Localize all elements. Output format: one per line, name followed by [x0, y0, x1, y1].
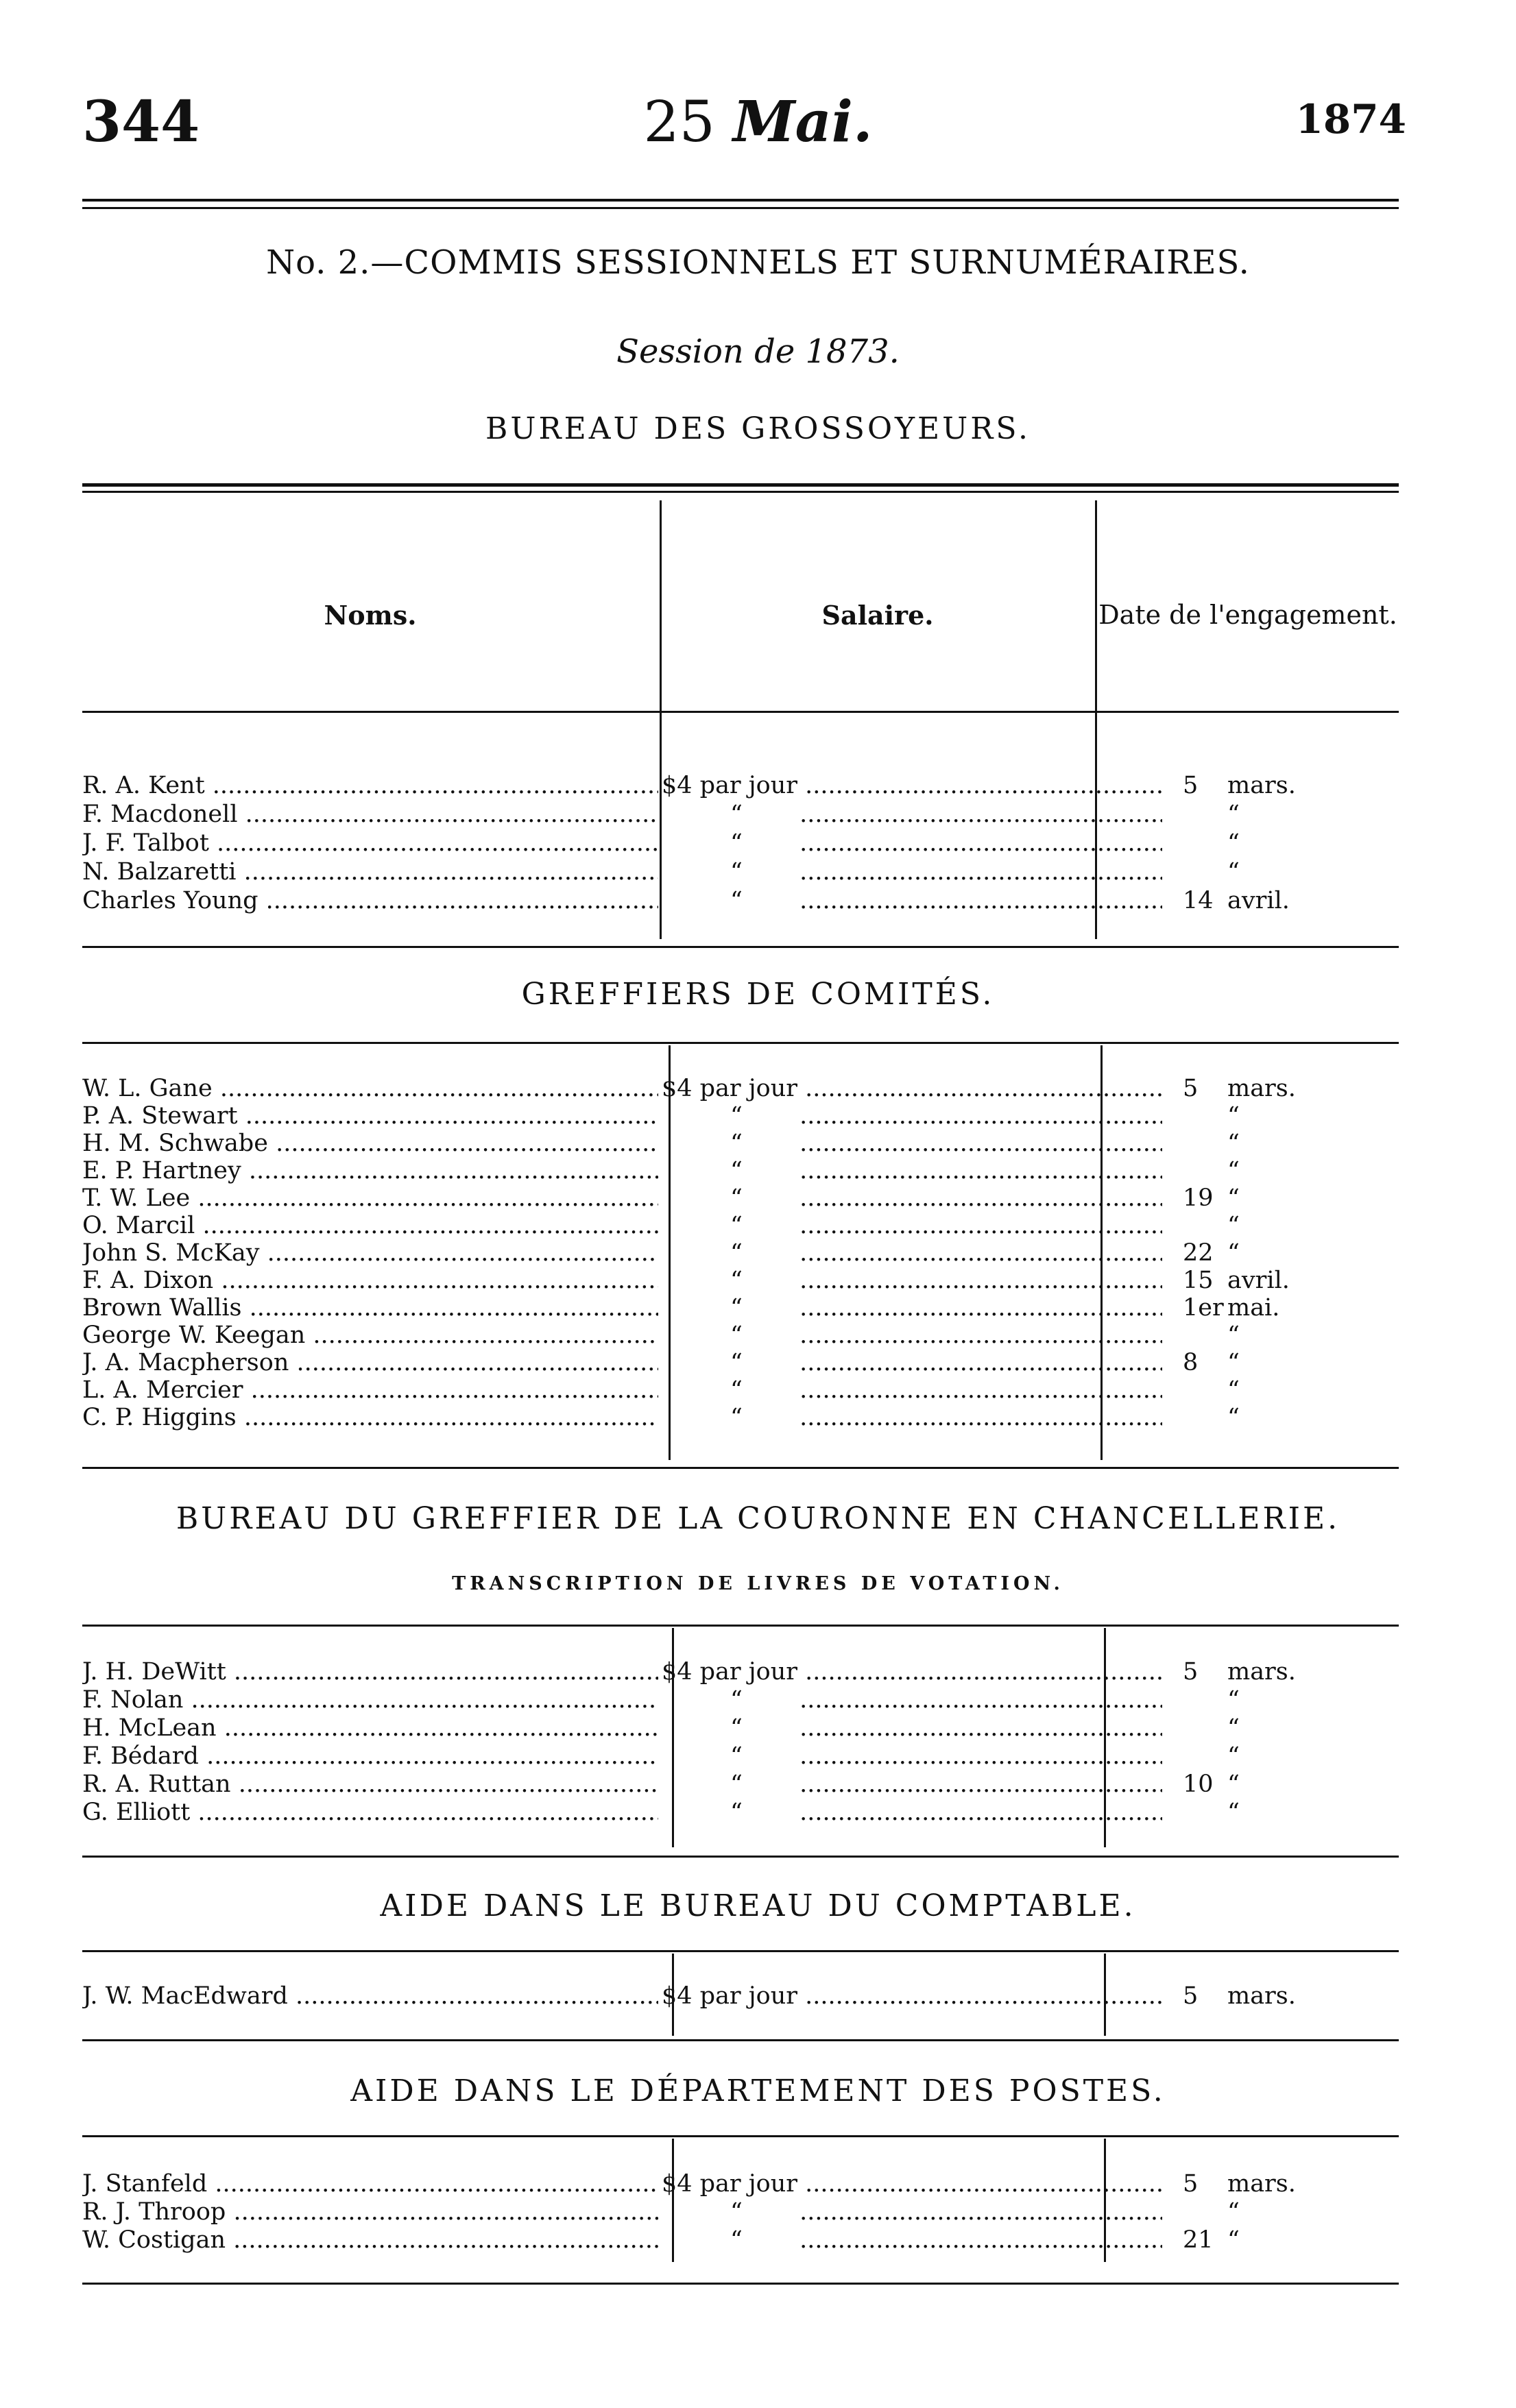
- employee-name: H. M. Schwabe .....: [82, 1129, 658, 1158]
- engagement-month: “: [1227, 1714, 1240, 1742]
- engagement-month: “: [1227, 1239, 1240, 1267]
- employee-name: R. A. Kent .....: [82, 771, 658, 800]
- engagement-day: 19: [1183, 1184, 1214, 1212]
- section-rule: [82, 2039, 1399, 2041]
- employee-name: R. A. Ruttan .....: [82, 1770, 658, 1799]
- employee-name: H. McLean .....: [82, 1714, 658, 1742]
- employee-name: E. P. Hartney .....: [82, 1156, 658, 1185]
- double-rule: [82, 199, 1399, 202]
- salary: “: [730, 1102, 743, 1130]
- engagement-month: “: [1227, 1130, 1240, 1157]
- running-head: [0, 89, 1516, 165]
- employee-name: O. Marcil .....: [82, 1211, 658, 1240]
- table-row: [82, 2198, 1399, 2226]
- running-head-year: 1874: [1295, 96, 1406, 143]
- engagement-month: “: [1227, 1322, 1240, 1349]
- table-row: [82, 1714, 1399, 1742]
- engagement-month: avril.: [1227, 1267, 1290, 1294]
- engagement-month: “: [1227, 1157, 1240, 1184]
- double-rule: [82, 207, 1399, 209]
- table-row: [82, 2226, 1399, 2254]
- engagement-month: mai.: [1227, 1294, 1280, 1322]
- employee-name: George W. Keegan .....: [82, 1321, 658, 1350]
- engagement-month: “: [1227, 1742, 1240, 1770]
- engagement-month: “: [1227, 1404, 1240, 1431]
- table-row: [82, 1102, 1399, 1130]
- employee-name: T. W. Lee .....: [82, 1184, 658, 1213]
- salary: “: [730, 1239, 743, 1267]
- table-top-rule: [82, 2135, 1399, 2137]
- table-row: [82, 858, 1399, 886]
- document-title: No. 2.—COMMIS SESSIONNELS ET SURNUMÉRAIRES.: [266, 243, 1250, 282]
- engagement-month: “: [1227, 829, 1240, 857]
- running-head-day: 25: [643, 90, 715, 155]
- table-row: [82, 1074, 1399, 1103]
- session-line: Session de 1873.: [616, 332, 900, 371]
- salary: “: [730, 887, 743, 914]
- employee-name: C. P. Higgins .....: [82, 1403, 658, 1432]
- salary: “: [730, 858, 743, 886]
- section-heading: GREFFIERS DE COMITÉS.: [521, 977, 995, 1012]
- table-top-rule: [82, 483, 1399, 487]
- engagement-month: “: [1227, 1686, 1240, 1714]
- section-subheading: TRANSCRIPTION DE LIVRES DE VOTATION.: [452, 1573, 1064, 1594]
- salary: “: [730, 1294, 743, 1322]
- salary: “: [730, 1130, 743, 1157]
- table-row: [82, 1156, 1399, 1185]
- table-row: [82, 1321, 1399, 1350]
- salary: “: [730, 1686, 743, 1714]
- engagement-day: 8: [1183, 1349, 1199, 1376]
- salary: “: [730, 1267, 743, 1294]
- running-head-date: [0, 89, 1516, 155]
- engagement-month: “: [1227, 1376, 1240, 1404]
- engagement-day: 5: [1183, 2170, 1199, 2198]
- employee-name: F. Macdonell .....: [82, 800, 658, 829]
- employee-name: J. W. MacEdward .....: [82, 1982, 658, 2010]
- engagement-day: 5: [1183, 1075, 1199, 1102]
- engagement-day: 14: [1183, 887, 1214, 914]
- table-row: [82, 2169, 1399, 2198]
- table-row: [82, 1239, 1399, 1267]
- table-row: [82, 1982, 1399, 2010]
- salary: $4 par jour .....: [662, 2169, 1162, 2198]
- engagement-day: 21: [1183, 2226, 1214, 2254]
- salary: “: [730, 801, 743, 828]
- table-row: [82, 1293, 1399, 1322]
- employee-name: F. A. Dixon .....: [82, 1266, 658, 1295]
- employee-name: R. J. Throop .....: [82, 2198, 658, 2226]
- table-top-rule: [82, 1042, 1399, 1044]
- engagement-month: mars.: [1227, 2170, 1296, 2198]
- section-heading: BUREAU DES GROSSOYEURS.: [485, 411, 1031, 446]
- section-heading: AIDE DANS LE DÉPARTEMENT DES POSTES.: [350, 2073, 1166, 2108]
- table-row: [82, 771, 1399, 800]
- table-row: [82, 1129, 1399, 1158]
- section-heading: AIDE DANS LE BUREAU DU COMPTABLE.: [380, 1888, 1136, 1923]
- salary: “: [730, 829, 743, 857]
- engagement-month: mars.: [1227, 1658, 1296, 1686]
- section-heading: BUREAU DU GREFFIER DE LA COURONNE EN CHANCELLERIE.: [176, 1501, 1340, 1536]
- engagement-day: 5: [1183, 772, 1199, 799]
- engagement-month: “: [1227, 2198, 1240, 2226]
- section-rule: [82, 2283, 1399, 2285]
- salary: “: [730, 1322, 743, 1349]
- employee-name: P. A. Stewart .....: [82, 1102, 658, 1130]
- salary: “: [730, 1742, 743, 1770]
- employee-name: G. Elliott .....: [82, 1798, 658, 1827]
- salary: “: [730, 2226, 743, 2254]
- engagement-month: “: [1227, 1184, 1240, 1212]
- salary: $4 par jour .....: [662, 1982, 1162, 2010]
- salary: “: [730, 1212, 743, 1239]
- engagement-month: mars.: [1227, 1075, 1296, 1102]
- engagement-month: “: [1227, 1349, 1240, 1376]
- engagement-month: avril.: [1227, 887, 1290, 914]
- employee-name: N. Balzaretti .....: [82, 858, 658, 886]
- engagement-month: “: [1227, 1102, 1240, 1130]
- salary: “: [730, 1771, 743, 1798]
- engagement-month: mars.: [1227, 772, 1296, 799]
- engagement-month: “: [1227, 1799, 1240, 1826]
- engagement-day: 5: [1183, 1658, 1199, 1686]
- salary: “: [730, 1404, 743, 1431]
- employee-name: J. A. Macpherson .....: [82, 1348, 658, 1377]
- salary: $4 par jour .....: [662, 1657, 1162, 1686]
- header-rule: [82, 711, 1399, 713]
- table-row: [82, 1266, 1399, 1295]
- salary: “: [730, 1349, 743, 1376]
- table-row: [82, 1403, 1399, 1432]
- column-header-salary: Salaire.: [821, 600, 934, 631]
- engagement-month: “: [1227, 801, 1240, 828]
- table-row: [82, 1348, 1399, 1377]
- employee-name: John S. McKay .....: [82, 1239, 658, 1267]
- engagement-day: 10: [1183, 1771, 1214, 1798]
- salary: $4 par jour .....: [662, 1074, 1162, 1103]
- salary: “: [730, 1714, 743, 1742]
- engagement-day: 15: [1183, 1267, 1214, 1294]
- table-row: [82, 800, 1399, 829]
- salary: “: [730, 1376, 743, 1404]
- table-row: [82, 1770, 1399, 1799]
- column-header-names: Noms.: [324, 600, 417, 631]
- employee-name: W. Costigan .....: [82, 2226, 658, 2254]
- employee-name: J. H. DeWitt .....: [82, 1657, 658, 1686]
- employee-name: F. Bédard .....: [82, 1742, 658, 1771]
- employee-name: Brown Wallis .....: [82, 1293, 658, 1322]
- table-top-rule: [82, 1625, 1399, 1627]
- running-head-month: Mai.: [732, 89, 873, 155]
- table-top-rule: [82, 1950, 1399, 1952]
- table-row: [82, 1798, 1399, 1827]
- page-number: 344: [82, 89, 200, 155]
- table-row: [82, 886, 1399, 915]
- employee-name: L. A. Mercier .....: [82, 1376, 658, 1404]
- section-rule: [82, 946, 1399, 948]
- engagement-month: mars.: [1227, 1982, 1296, 2010]
- engagement-day: 1er: [1183, 1294, 1224, 1322]
- engagement-month: “: [1227, 858, 1240, 886]
- section-rule: [82, 1467, 1399, 1469]
- salary: “: [730, 1799, 743, 1826]
- engagement-month: “: [1227, 1771, 1240, 1798]
- table-row: [82, 829, 1399, 858]
- employee-name: W. L. Gane .....: [82, 1074, 658, 1103]
- engagement-day: 22: [1183, 1239, 1214, 1267]
- salary: “: [730, 1157, 743, 1184]
- table-row: [82, 1657, 1399, 1686]
- employee-name: Charles Young .....: [82, 886, 658, 915]
- table-row: [82, 1376, 1399, 1404]
- engagement-day: 5: [1183, 1982, 1199, 2010]
- employee-name: J. F. Talbot .....: [82, 829, 658, 858]
- engagement-month: “: [1227, 2226, 1240, 2254]
- salary: $4 par jour .....: [662, 771, 1162, 800]
- table-row: [82, 1742, 1399, 1771]
- column-header-date: Date de l'engagement.: [1098, 600, 1397, 630]
- table-row: [82, 1184, 1399, 1213]
- salary: “: [730, 2198, 743, 2226]
- salary: “: [730, 1184, 743, 1212]
- engagement-month: “: [1227, 1212, 1240, 1239]
- table-row: [82, 1211, 1399, 1240]
- table-row: [82, 1686, 1399, 1714]
- section-rule: [82, 1856, 1399, 1858]
- employee-name: F. Nolan .....: [82, 1686, 658, 1714]
- table-top-rule: [82, 491, 1399, 493]
- employee-name: J. Stanfeld .....: [82, 2169, 658, 2198]
